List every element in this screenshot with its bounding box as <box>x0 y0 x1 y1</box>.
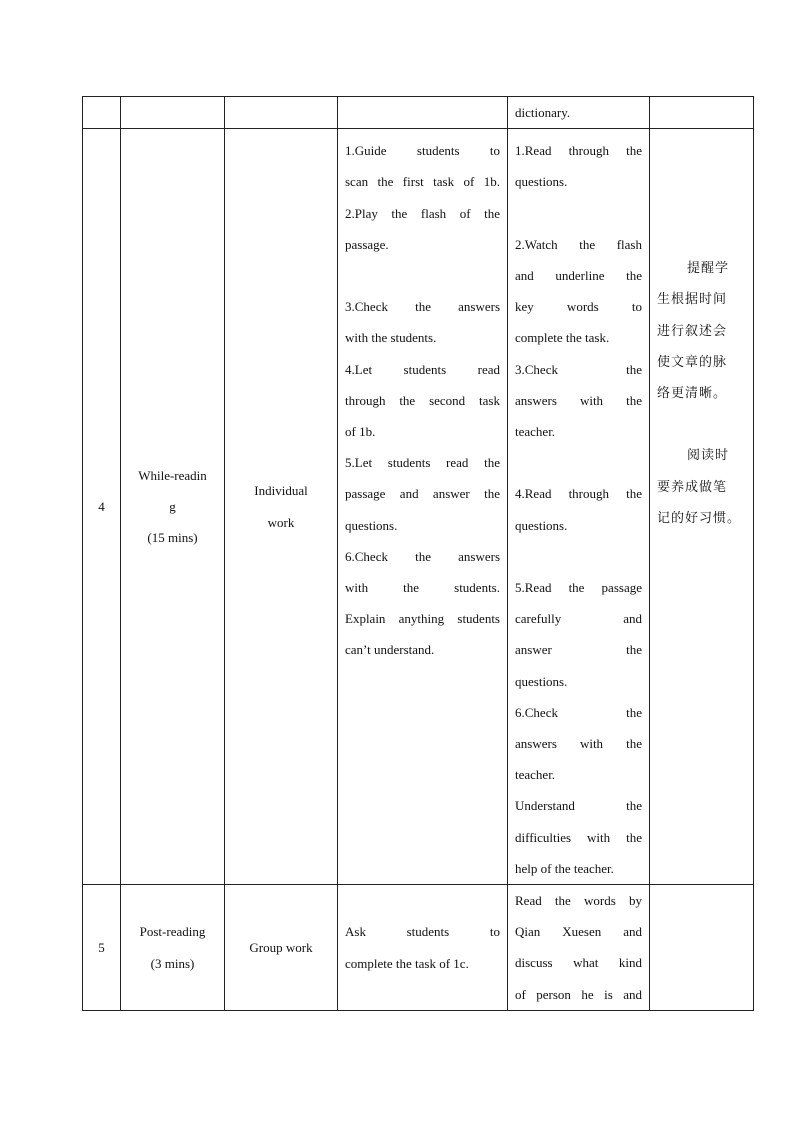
student-line: questions. <box>515 174 568 190</box>
teacher-line: can’t understand. <box>345 642 435 658</box>
note-line: 使文章的脉 <box>657 354 728 370</box>
teacher-line: 4.Let students read <box>345 361 500 377</box>
teacher-line: through the second task <box>345 392 500 408</box>
step-number: 4 <box>98 499 105 515</box>
stage-line: Post-reading <box>139 924 206 940</box>
student-line: Qian Xuesen and <box>515 924 642 940</box>
stage-line: While-readin <box>138 467 207 483</box>
student-line: answers with the <box>515 392 642 408</box>
step-cell <box>83 129 121 885</box>
note-line: 要养成做笔 <box>657 479 728 495</box>
note-cell <box>650 885 754 1011</box>
teacher-line: scan the first task of 1b. <box>345 174 500 190</box>
student-line: answer the <box>515 642 642 658</box>
teacher-line: Explain anything students <box>345 611 500 627</box>
teacher-activity-cell <box>338 97 508 129</box>
student-line: help of the teacher. <box>515 860 614 876</box>
teacher-line: with the students. <box>345 330 437 346</box>
teacher-line: 1.Guide students to <box>345 143 500 159</box>
blank-line <box>515 447 642 478</box>
teacher-line: 3.Check the answers <box>345 299 500 315</box>
student-line: answers with the <box>515 736 642 752</box>
teacher-line: with the students. <box>345 580 500 596</box>
teacher-activity-cell <box>338 885 508 1011</box>
student-line: 5.Read the passage <box>515 580 642 595</box>
note-cell <box>650 129 754 885</box>
student-activity-cell <box>508 885 650 1011</box>
blank-line <box>657 409 746 440</box>
note-line: 进行叙述会 <box>657 323 728 339</box>
teacher-activity-cell <box>338 129 508 885</box>
mode-cell <box>225 885 338 1011</box>
teacher-line: 5.Let students read the <box>345 455 500 471</box>
teacher-line: Ask students to <box>345 924 500 940</box>
student-line: 6.Check the <box>515 704 642 720</box>
student-line: dictionary. <box>515 105 571 120</box>
stage-line: (15 mins) <box>147 530 198 546</box>
teacher-line: 6.Check the answers <box>345 548 500 564</box>
student-line: 4.Read through the <box>515 486 642 502</box>
table-row <box>83 129 754 885</box>
mode-cell <box>225 129 338 885</box>
student-line: and underline the <box>515 268 642 283</box>
student-line: carefully and <box>515 611 642 627</box>
mode-cell <box>225 97 338 129</box>
stage-cell <box>121 885 225 1011</box>
student-activity-cell <box>508 97 650 129</box>
step-cell <box>83 885 121 1011</box>
stage-line: (3 mins) <box>150 955 195 971</box>
student-line: of person he is and <box>515 986 642 1002</box>
student-line: complete the task. <box>515 330 610 346</box>
note-line: 记的好习惯。 <box>657 510 742 526</box>
teacher-line: questions. <box>345 517 398 533</box>
student-line: teacher. <box>515 767 556 783</box>
blank-line <box>515 541 642 572</box>
stage-cell <box>121 129 225 885</box>
note-line: 阅读时 <box>687 448 730 464</box>
step-cell <box>83 97 121 129</box>
stage-cell <box>121 97 225 129</box>
note-cell <box>650 97 754 129</box>
step-number: 5 <box>98 939 105 955</box>
lesson-plan-table <box>82 96 754 1011</box>
mode-line: Individual <box>254 483 308 499</box>
teacher-line: of 1b. <box>345 424 376 440</box>
blank-line <box>515 198 642 229</box>
teacher-line: complete the task of 1c. <box>345 955 469 971</box>
student-line: Understand the <box>515 798 642 814</box>
teacher-line: passage. <box>345 236 389 252</box>
student-line: Read the words by <box>515 893 642 909</box>
mode-line: work <box>267 514 295 530</box>
table-row <box>83 97 754 129</box>
blank-line <box>345 260 500 291</box>
student-line: questions. <box>515 673 568 689</box>
student-activity-cell <box>508 129 650 885</box>
student-line: 3.Check the <box>515 361 642 377</box>
student-line: 2.Watch the flash <box>515 236 642 252</box>
note-line: 络更清晰。 <box>657 386 728 402</box>
teacher-line: passage and answer the <box>345 486 500 502</box>
student-line: discuss what kind <box>515 955 642 971</box>
mode-line: Group work <box>249 939 313 955</box>
stage-line: g <box>169 499 176 515</box>
student-line: questions. <box>515 517 568 533</box>
table-row <box>83 885 754 1011</box>
student-line: 1.Read through the <box>515 143 642 159</box>
note-line: 提醒学 <box>687 261 730 277</box>
student-line: teacher. <box>515 424 556 440</box>
teacher-line: 2.Play the flash of the <box>345 205 500 221</box>
note-line: 生根据时间 <box>657 292 728 308</box>
student-line: key words to <box>515 299 642 315</box>
student-line: difficulties with the <box>515 829 642 845</box>
